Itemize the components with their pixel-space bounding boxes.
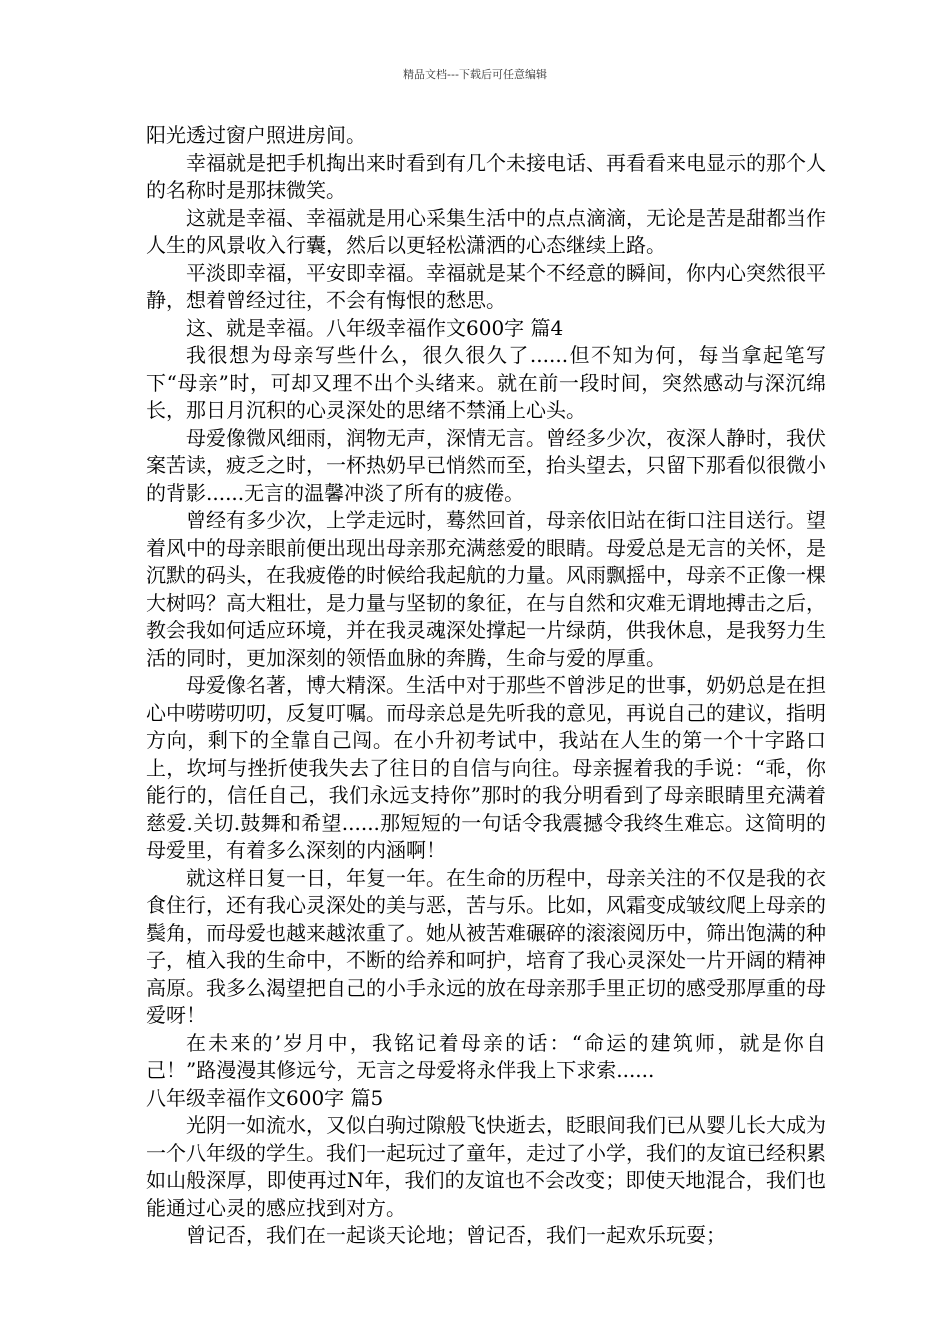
page-header: 精品文档---下载后可任意编辑 bbox=[403, 68, 547, 81]
paragraph: 平淡即幸福，平安即幸福。幸福就是某个不经意的瞬间，你内心突然很平静，想着曾经过往，不会有悔恨的愁思。 bbox=[146, 260, 826, 312]
paragraph: 这就是幸福、幸福就是用心采集生活中的点点滴滴，无论是苦是甜都当作人生的风景收入行囊，然后以更轻松潇洒的心态继续上路。 bbox=[146, 205, 826, 257]
document-body bbox=[146, 122, 826, 1250]
paragraph: 在未来的’岁月中，我铭记着母亲的话：“命运的建筑师，就是你自己！”路漫漫其修远兮，无言之母爱将永伴我上下求索...... bbox=[146, 1030, 826, 1082]
paragraph: 曾经有多少次，上学走远时，蓦然回首，母亲依旧站在街口注目送行。望着风中的母亲眼前便出现出母亲那充满慈爱的眼睛。母爱总是无言的关怀，是沉默的码头，在我疲倦的时候给我起航的力量。风雨飘摇中，母亲不正像一棵大树吗？高大粗壮，是力量与坚韧的象征，在与自然和灾难无谓地搏击之后，教会我如何适应环境，并在我灵魂深处撑起一片绿荫，供我休息，是我努力生活的同时，更加深刻的领悟血脉的奔腾，生命与爱的厚重。 bbox=[146, 508, 826, 670]
paragraph: 八年级幸福作文600字 篇5 bbox=[146, 1085, 384, 1110]
paragraph: 阳光透过窗户照进房间。 bbox=[146, 123, 366, 147]
paragraph: 母爱像微风细雨，润物无声，深情无言。曾经多少次，夜深人静时，我伏案苦读，疲乏之时，一杯热奶早已悄然而至，抬头望去，只留下那看似很微小的背影......无言的温馨冲淡了所有的疲倦。 bbox=[146, 425, 826, 505]
paragraph: 就这样日复一日，年复一年。在生命的历程中，母亲关注的不仅是我的衣食住行，还有我心灵深处的美与恶，苦与乐。比如，风霜变成皱纹爬上母亲的鬓角，而母爱也越来越浓重了。她从被苦难碾碎的滚滚阅历中，筛出饱满的种子，植入我的生命中，不断的给养和呵护，培育了我心灵深处一片开阔的精神高原。我多么渴望把自己的小手永远的放在母亲那手里正切的感受那厚重的母爱呀！ bbox=[146, 865, 826, 1027]
paragraph: 母爱像名著，博大精深。生活中对于那些不曾涉足的世事，奶奶总是在担心中唠唠叨叨，反复叮嘱。而母亲总是先听我的意见，再说自己的建议，指明方向，剩下的全靠自己闯。在小升初考试中，我站在人生的第一个十字路口上，坎坷与挫折使我失去了往日的自信与向往。母亲握着我的手说：“乖，你能行的，信任自己，我们永远支持你”那时的我分明看到了母亲眼睛里充满着慈爱.关切.鼓舞和希望......那短短的一句话令我震撼令我终生难忘。这简明的母爱里，有着多么深刻的内涵啊！ bbox=[146, 673, 826, 862]
paragraph: 幸福就是把手机掏出来时看到有几个未接电话、再看看来电显示的那个人的名称时是那抹微笑。 bbox=[146, 150, 826, 202]
paragraph: 光阴一如流水，又似白驹过隙般飞快逝去，眨眼间我们已从婴儿长大成为一个八年级的学生。我们一起玩过了童年，走过了小学，我们的友谊已经积累如山般深厚，即使再过N年，我们的友谊也不会改变；即使天地混合，我们也能通过心灵的感应找到对方。 bbox=[146, 1113, 826, 1220]
paragraph: 我很想为母亲写些什么，很久很久了......但不知为何，每当拿起笔写下“母亲”时，可却又理不出个头绪来。就在前一段时间，突然感动与深沉绵长，那日月沉积的心灵深处的思绪不禁涌上心头。 bbox=[146, 343, 826, 422]
paragraph: 这、就是幸福。八年级幸福作文600字 篇4 bbox=[186, 315, 564, 340]
paragraph: 曾记否，我们在一起谈天论地；曾记否，我们一起欢乐玩耍； bbox=[186, 1223, 726, 1247]
